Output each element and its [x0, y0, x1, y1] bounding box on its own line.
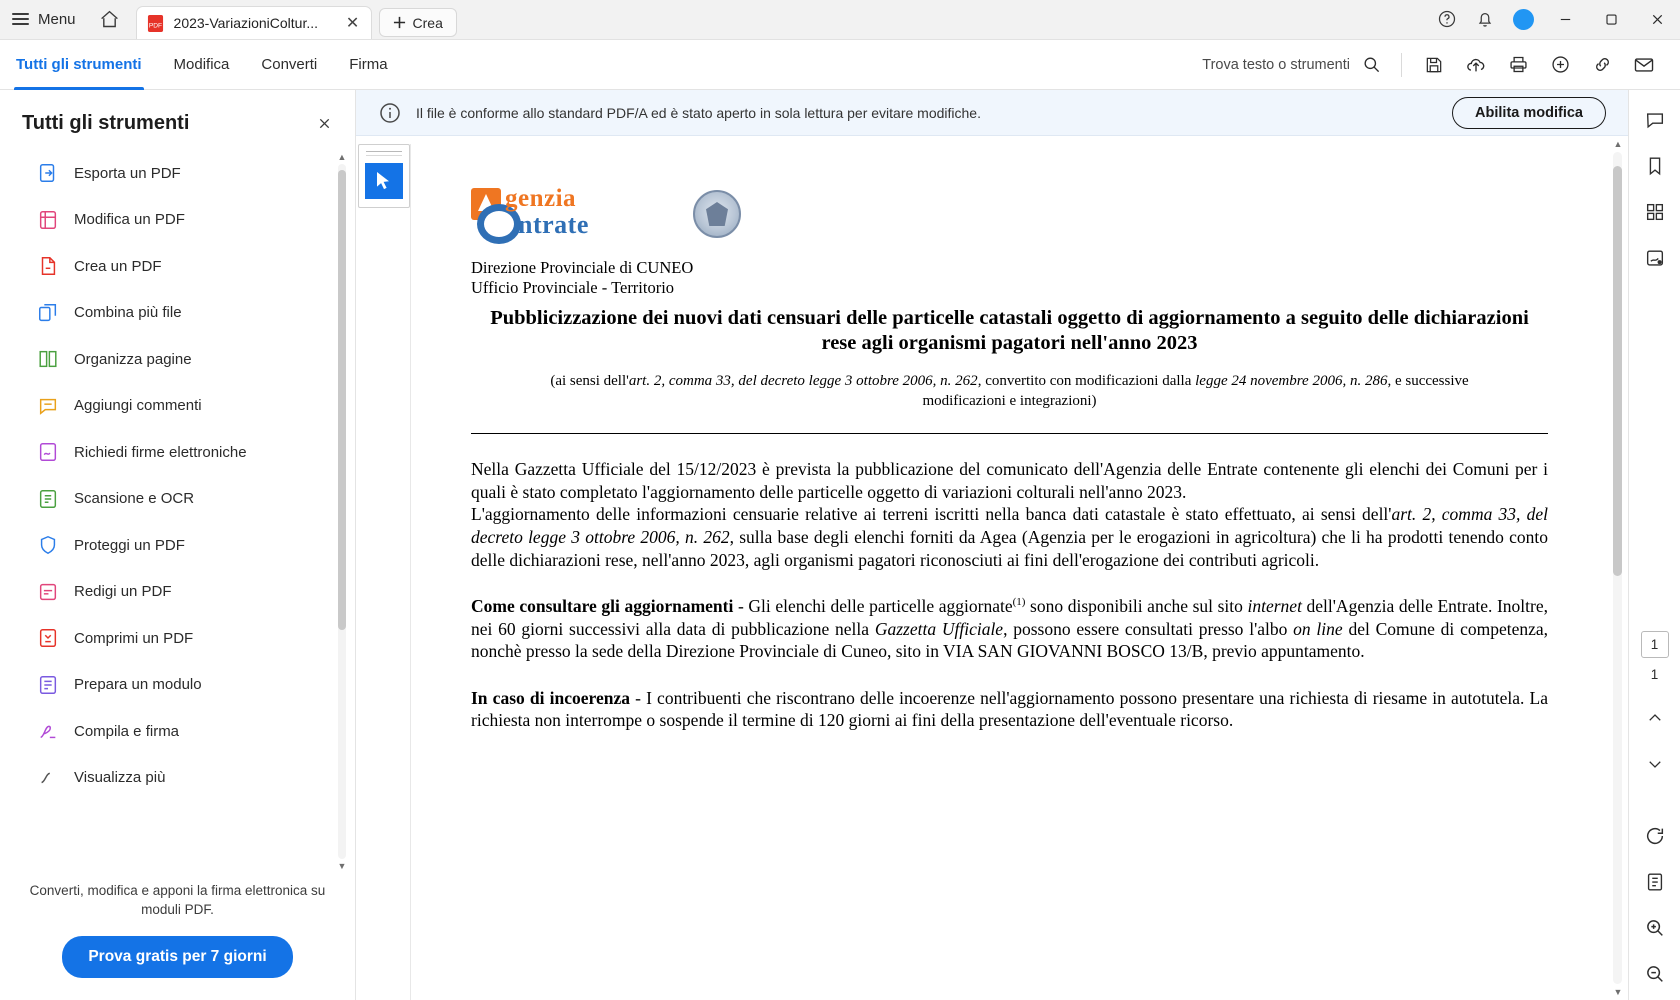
fill-sign-icon — [36, 719, 60, 743]
create-tab-button[interactable] — [379, 8, 457, 37]
document-scrollbar[interactable] — [1608, 136, 1628, 1000]
para4-part-1: - I contribuenti che riscontrano delle incoerenze nell'aggiornamento possono presentare una richiesta di riesame in autotutela. La richiesta non interrompe o sospende il termine di 120 giorni ai fini della presentazione dell'eventuale ricorso. — [471, 687, 1548, 731]
para3-footnote-marker: (1) — [1012, 596, 1026, 609]
pdf-file-icon — [147, 14, 164, 33]
paragraph-4 — [471, 687, 1548, 732]
para3-italic-2: Gazzetta Ufficiale — [874, 618, 1004, 639]
scroll-down-icon[interactable]: ▼ — [337, 860, 347, 871]
zoom-in-icon[interactable] — [1635, 908, 1675, 948]
scroll-up-icon[interactable]: ▲ — [337, 152, 347, 162]
sidebar-item-label: Organizza pagine — [74, 350, 192, 368]
horizontal-rule — [471, 433, 1548, 434]
sidebar-items — [0, 150, 355, 873]
sidebar-item-organizza-pagine[interactable] — [0, 336, 337, 383]
plus-icon — [393, 16, 406, 29]
tab-close-icon[interactable]: ✕ — [345, 15, 360, 32]
para2-part-1: L'aggiornamento delle informazioni censuarie relative ai terreni iscritti nella banca dati catastale è stato effettuato, ai sensi dell' — [471, 504, 1392, 525]
search-placeholder: Trova testo o strumenti — [1202, 56, 1350, 73]
zoom-out-icon[interactable] — [1635, 954, 1675, 994]
fit-page-icon[interactable] — [1635, 862, 1675, 902]
document-pane — [356, 90, 1628, 1000]
para3-part-1: - Gli elenchi delle particelle aggiornate — [733, 596, 1013, 617]
para3-part-2: sono disponibili anche sul sito — [1025, 596, 1248, 617]
select-cursor-tool[interactable] — [358, 144, 410, 208]
subtitle-part-3: , e successive modificazioni e integrazioni) — [922, 373, 1469, 409]
scroll-down-icon[interactable]: ▼ — [1613, 987, 1623, 997]
tab-label: Tutti gli strumenti — [16, 56, 142, 73]
add-stamp-icon[interactable] — [1540, 45, 1580, 85]
hamburger-icon — [12, 13, 29, 25]
sidebar-title: Tutti gli strumenti — [22, 111, 190, 134]
document-tab[interactable] — [136, 6, 372, 39]
tab-label: Modifica — [173, 56, 230, 73]
paragraph-2 — [471, 503, 1548, 571]
tools-sidebar — [0, 90, 356, 1000]
agenzia-entrate-logo — [471, 182, 683, 242]
subtitle-part-2: , convertito con modificazioni dalla — [977, 373, 1196, 390]
notice-text: Il file è conforme allo standard PDF/A ed è stato aperto in sola lettura per evitare modifiche. — [416, 104, 981, 121]
avatar[interactable] — [1504, 0, 1542, 39]
para3-italic-3: on line — [1293, 618, 1343, 639]
cloud-upload-icon[interactable] — [1456, 45, 1496, 85]
sidebar-item-proteggi-un-pdf[interactable] — [0, 522, 337, 569]
protect-pdf-icon — [36, 533, 60, 557]
sidebar-item-label: Visualizza più — [74, 769, 166, 787]
sidebar-item-prepara-un-modulo[interactable] — [0, 662, 337, 709]
menu-button[interactable] — [0, 0, 88, 39]
compress-pdf-icon — [36, 626, 60, 650]
combine-files-icon — [36, 301, 60, 325]
page-indicator — [1641, 631, 1669, 688]
subtitle-italic-1: art. 2, comma 33, del decreto legge 3 ottobre 2006, n. 262 — [628, 373, 978, 390]
tab-label: Converti — [261, 56, 318, 73]
toolbar-actions — [1202, 45, 1664, 85]
organize-pages-icon — [36, 347, 60, 371]
tab-converti[interactable] — [245, 40, 333, 90]
para3-part-3: dell'Agenzia delle Entrate. Inoltre, nei 60 giorni successivi alla data di pubblicazione nella — [471, 596, 1548, 639]
tab-title: 2023-VariazioniColtur... — [173, 15, 319, 31]
document-subtitle — [507, 372, 1512, 411]
scrollbar-thumb[interactable] — [1613, 166, 1622, 576]
sidebar-item-modifica-un-pdf[interactable] — [0, 197, 337, 244]
tab-firma[interactable] — [333, 40, 403, 90]
redact-pdf-icon — [36, 580, 60, 604]
tool-tabs — [0, 40, 404, 90]
edit-pdf-icon — [36, 208, 60, 232]
main-toolbar — [0, 40, 1680, 90]
sidebar-item-label: Compila e firma — [74, 722, 180, 740]
right-rail — [1628, 90, 1680, 1000]
logo-text-genzia: genzia — [505, 185, 577, 212]
add-comments-icon — [36, 394, 60, 418]
para4-heading: In caso di incoerenza — [471, 687, 630, 708]
create-pdf-icon — [36, 254, 60, 278]
sidebar-item-label: Proteggi un PDF — [74, 536, 185, 554]
maximize-button[interactable] — [1588, 0, 1634, 39]
sidebar-item-label: Crea un PDF — [74, 257, 162, 275]
sidebar-item-label: Combina più file — [74, 304, 182, 322]
close-icon[interactable] — [311, 110, 337, 136]
logo-text-ntrate: ntrate — [518, 210, 589, 239]
para2-italic-1: art. 2, comma 33, del decreto legge 3 ottobre 2006, n. 262 — [471, 504, 1548, 547]
tab-tutti-gli-strumenti[interactable] — [0, 40, 158, 90]
sidebar-item-label: Prepara un modulo — [74, 676, 202, 694]
app-body — [0, 90, 1680, 1000]
scrollbar-thumb[interactable] — [338, 170, 346, 630]
print-icon[interactable] — [1498, 45, 1538, 85]
bookmark-icon[interactable] — [1635, 146, 1675, 186]
tab-modifica[interactable] — [158, 40, 246, 90]
sidebar-footer — [0, 873, 355, 1000]
document-viewport — [356, 136, 1628, 1000]
comment-icon[interactable] — [1635, 100, 1675, 140]
total-pages-label: 1 — [1641, 661, 1669, 688]
search-icon[interactable] — [1362, 55, 1381, 74]
free-trial-button[interactable]: Prova gratis per 7 giorni — [62, 936, 292, 978]
sidebar-item-scansione-e-ocr[interactable] — [0, 476, 337, 523]
sidebar-item-redigi-un-pdf[interactable] — [0, 569, 337, 616]
close-window-button[interactable] — [1634, 0, 1680, 39]
menu-label: Menu — [38, 10, 76, 28]
help-icon[interactable] — [1428, 0, 1466, 39]
sidebar-item-comprimi-un-pdf[interactable] — [0, 615, 337, 662]
republic-emblem-icon — [693, 190, 741, 238]
next-page-button[interactable] — [1635, 744, 1675, 784]
toolbar-divider — [1401, 53, 1402, 77]
view-more-icon — [36, 766, 60, 790]
subtitle-part-1: (ai sensi dell' — [550, 373, 629, 390]
sidebar-item-label: Scansione e OCR — [74, 490, 195, 508]
search-tools[interactable] — [1202, 55, 1389, 74]
fill-sign-rail-icon[interactable] — [1635, 238, 1675, 278]
sidebar-item-combina-piu-file[interactable] — [0, 290, 337, 337]
office-line-2: Ufficio Provinciale - Territorio — [471, 278, 675, 298]
minimize-button[interactable] — [1542, 0, 1588, 39]
previous-page-button[interactable] — [1635, 698, 1675, 738]
pdf-page[interactable] — [410, 144, 1608, 1000]
link-icon[interactable] — [1582, 45, 1622, 85]
para2-part-2: , sulla base degli elenchi forniti da Agea (Agenzia per le erogazioni in agricoltura) che li ha prodotti tenendo conto delle dichiarazioni rese, nell'anno 2023, agli organismi pagatori riconosciuti ai fini dell'erogazione dei contributi agricoli. — [471, 526, 1549, 570]
pdf-content — [471, 144, 1548, 732]
paragraph-3 — [471, 595, 1548, 663]
select-cursor-icon — [365, 163, 403, 199]
notification-icon[interactable] — [1466, 0, 1504, 39]
sidebar-item-compila-e-firma[interactable] — [0, 708, 337, 755]
home-button[interactable] — [88, 0, 132, 39]
create-tab-label: Crea — [412, 14, 443, 31]
para3-part-4: , possono essere consultati presso l'albo — [1003, 618, 1294, 639]
sidebar-item-label: Redigi un PDF — [74, 583, 172, 601]
prepare-form-icon — [36, 673, 60, 697]
para3-italic-1: internet — [1247, 596, 1302, 617]
sidebar-item-label: Modifica un PDF — [74, 211, 185, 229]
sidebar-footer-text: Converti, modifica e apponi la firma elettronica su moduli PDF. — [29, 882, 326, 918]
document-title: Pubblicizzazione dei nuovi dati censuari delle particelle catastali oggetto di aggiornamento a seguito delle dichiarazioni rese agli organismi pagatori nell'anno 2023 — [490, 307, 1529, 355]
subtitle-italic-2: legge 24 novembre 2006, n. 286 — [1195, 373, 1388, 390]
info-icon — [378, 101, 402, 125]
titlebar-right-group — [1428, 0, 1680, 39]
para3-part-5: del Comune di competenza, nonchè presso la sede della Direzione Provinciale di Cuneo, sito in VIA SAN GIOVANNI BOSCO 13/B, previo appuntamento. — [471, 618, 1549, 662]
viewer-left-gutter — [356, 136, 410, 1000]
enable-editing-button[interactable]: Abilita modifica — [1452, 97, 1606, 129]
scroll-up-icon[interactable]: ▲ — [1613, 139, 1623, 149]
sidebar-item-label: Aggiungi commenti — [74, 397, 202, 415]
email-icon[interactable] — [1624, 45, 1664, 85]
export-pdf-icon — [36, 161, 60, 185]
pdfa-notice-bar — [356, 90, 1628, 136]
sidebar-scrollbar[interactable] — [335, 150, 349, 873]
svg-text:PDF: PDF — [148, 21, 162, 29]
request-signature-icon — [36, 440, 60, 464]
sidebar-item-aggiungi-commenti[interactable] — [0, 383, 337, 430]
tab-label: Firma — [349, 56, 388, 73]
scan-ocr-icon — [36, 487, 60, 511]
office-line-1: Direzione Provinciale di CUNEO — [471, 258, 694, 277]
sidebar-item-richiedi-firme-elettroniche[interactable] — [0, 429, 337, 476]
paragraph-1: Nella Gazzetta Ufficiale del 15/12/2023 è prevista la pubblicazione del comunicato dell'Agenzia delle Entrate contenente gli elenchi dei Comuni per i quali è stato completato l'aggiornamento delle particelle oggetto di variazioni colturali nell'anno 2023. — [471, 459, 1548, 502]
sidebar-item-visualizza-piu[interactable] — [0, 755, 337, 802]
sidebar-item-label: Richiedi firme elettroniche — [74, 443, 247, 461]
sidebar-item-label: Comprimi un PDF — [74, 629, 194, 647]
save-icon[interactable] — [1414, 45, 1454, 85]
sidebar-item-label: Esporta un PDF — [74, 164, 181, 182]
current-page-input[interactable]: 1 — [1641, 631, 1669, 658]
sidebar-item-esporta-un-pdf[interactable] — [0, 150, 337, 197]
title-bar — [0, 0, 1680, 40]
home-icon — [99, 9, 120, 30]
sidebar-item-crea-un-pdf[interactable] — [0, 243, 337, 290]
page-thumbnails-icon[interactable] — [1635, 192, 1675, 232]
rotate-icon[interactable] — [1635, 816, 1675, 856]
agency-logo — [471, 180, 1548, 242]
sidebar-header — [0, 90, 355, 150]
para3-heading: Come consultare gli aggiornamenti — [471, 596, 734, 617]
